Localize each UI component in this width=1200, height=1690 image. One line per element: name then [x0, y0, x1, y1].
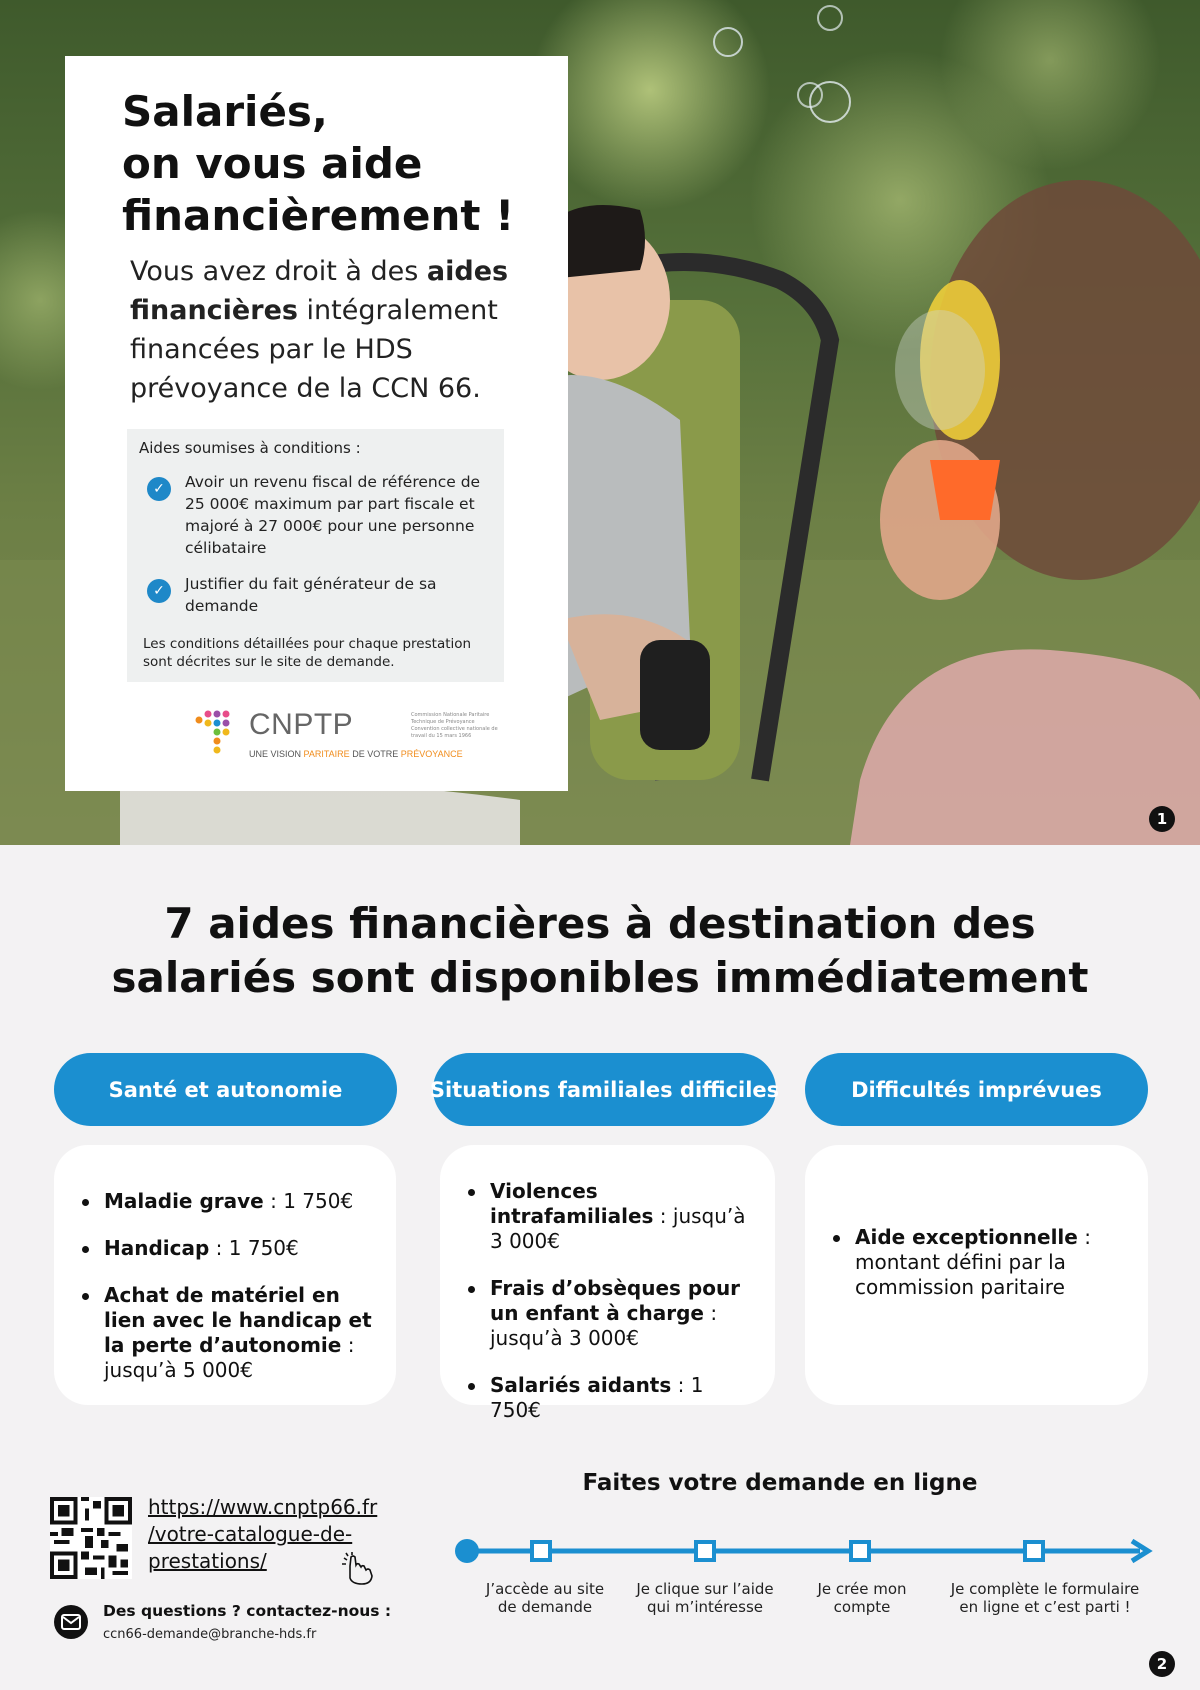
conditions-title: Aides soumises à conditions : [139, 439, 361, 457]
step-label-2: Je clique sur l’aide qui m’intéresse [636, 1580, 774, 1616]
logo-subtitle: Commission Nationale Paritaire Technique de Prévoyance Convention collective nationale de travail du 15 mars 1966 [411, 712, 498, 739]
category-box-sante [54, 1145, 396, 1405]
conditions-note: Les conditions détaillées pour chaque prestation sont décrites sur le site de demande. [143, 636, 472, 670]
step-marker-3 [851, 1542, 869, 1560]
list-item: Frais d’obsèques pour un enfant à charge : jusqu’à 3 000€ [450, 1276, 757, 1351]
hero-lead: Vous avez droit à des aides financières intégralement financées par le HDS prévoyance de la CCN 66. [130, 256, 509, 404]
logo-dots-icon [193, 706, 243, 756]
list-item: Maladie grave : 1 750€ [64, 1189, 378, 1214]
check-circle-icon: ✓ [147, 579, 171, 603]
step-marker-4 [1025, 1542, 1043, 1560]
page-number: 2 [1149, 1651, 1175, 1677]
condition-item: ✓ Justifier du fait générateur de sa demande [139, 573, 492, 617]
page-number: 1 [1149, 806, 1175, 832]
step-label-4: Je complète le formulaire en ligne et c’est parti ! [950, 1580, 1140, 1616]
mail-icon [54, 1605, 88, 1639]
cnptp-logo [193, 706, 498, 766]
check-circle-icon: ✓ [147, 477, 171, 501]
category-box-situations [440, 1145, 775, 1422]
list-item: Achat de matériel en lien avec le handicap et la perte d’autonomie : jusqu’à 5 000€ [64, 1283, 378, 1383]
step-marker-2 [696, 1542, 714, 1560]
logo-tagline: UNE VISION PARITAIRE DE VOTRE PRÉVOYANCE [249, 749, 463, 759]
step-label-1: J’accède au site de demande [485, 1580, 605, 1616]
category-pill-situations: Situations familiales difficiles [433, 1053, 776, 1126]
category-pill-difficultes: Difficultés imprévues [805, 1053, 1148, 1126]
steps-title: Faites votre demande en ligne [582, 1470, 978, 1496]
contact-email[interactable]: ccn66-demande@branche-hds.fr [103, 1627, 317, 1642]
category-box-difficultes [805, 1145, 1148, 1405]
list-item: Aide exceptionnelle : montant défini par la commission paritaire [815, 1225, 1134, 1300]
intro-card [65, 56, 568, 791]
step-marker-1 [532, 1542, 550, 1560]
steps-arrow [440, 1530, 1160, 1570]
contact-question: Des questions ? contactez-nous : [103, 1602, 392, 1620]
list-item: Violences intrafamiliales : jusqu’à 3 000€ [450, 1179, 757, 1254]
qr-code-icon[interactable] [50, 1497, 132, 1579]
section-headline: 7 aides financières à destination des salariés sont disponibles immédiatement [111, 899, 1089, 1002]
hero-title: Salariés, on vous aide financièrement ! [122, 87, 515, 240]
category-pill-sante: Santé et autonomie [54, 1053, 397, 1126]
logo-brand: CNPTP [249, 708, 354, 741]
condition-item: ✓ Avoir un revenu fiscal de référence de 25 000€ maximum par part fiscale et majoré à 27 000€ pour une personne célibataire [139, 471, 492, 559]
tap-hand-icon [338, 1552, 378, 1586]
conditions-box [127, 429, 504, 682]
step-label-3: Je crée mon compte [817, 1580, 907, 1616]
list-item: Handicap : 1 750€ [64, 1236, 378, 1261]
catalogue-link[interactable]: https://www.cnptp66.fr /votre-catalogue-de- prestations/ [148, 1495, 378, 1573]
list-item: Salariés aidants : 1 750€ [450, 1373, 757, 1423]
step-start-dot [455, 1539, 479, 1563]
